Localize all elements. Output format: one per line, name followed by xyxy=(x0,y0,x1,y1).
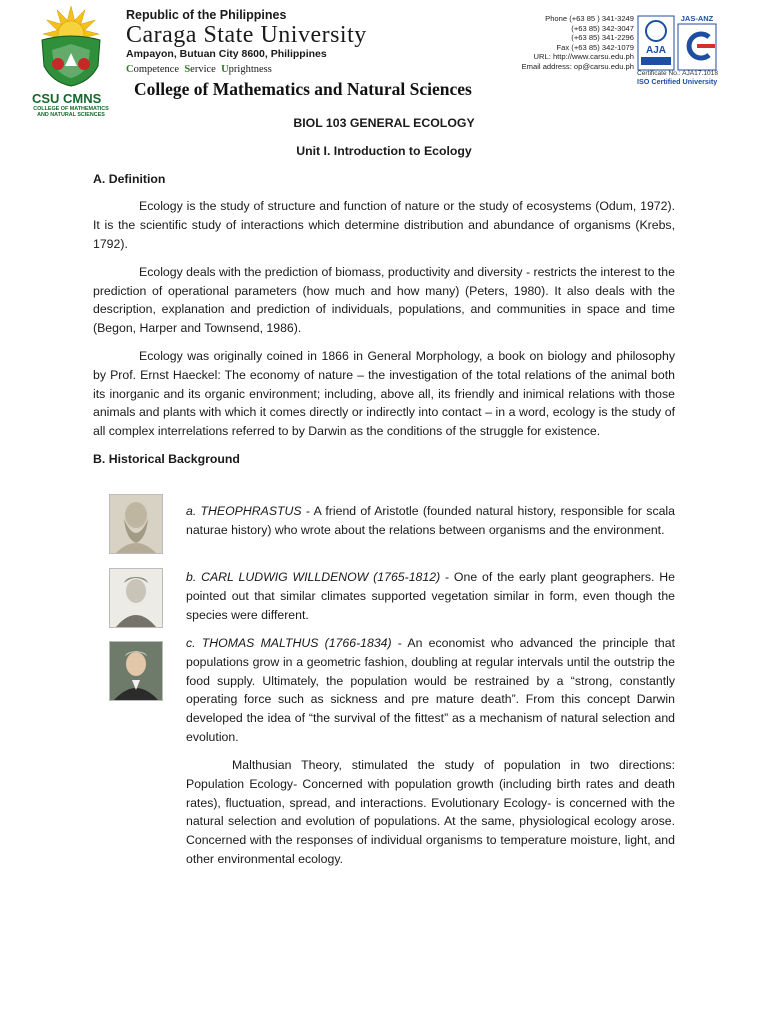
certification-text: Certificate No.: AJA17.1018 ISO Certified University xyxy=(637,70,719,86)
svg-text:JAS-ANZ: JAS-ANZ xyxy=(680,14,714,23)
university-motto: Competence Service Uprightness xyxy=(126,64,272,75)
main-content xyxy=(93,114,675,469)
history-entry-willdenow xyxy=(93,568,675,624)
malthusian-theory-block xyxy=(93,756,675,869)
svg-text:π: π xyxy=(68,56,74,66)
willdenow-portrait xyxy=(109,568,163,628)
theophrastus-text: a. THEOPHRASTUS - A friend of Aristotle (founded natural history, responsible for scala naturae history) who wrote about the relations between organisms and the environment. xyxy=(186,504,675,537)
malthus-text: c. THOMAS MALTHUS (1766-1834) - An economist who advanced the principle that populations grow in a geometric fashion, doubling at regular intervals until the outstrip the food supply. Ultimately, the population would be restrained by a “strong, constantly operating force such as sickness and pre mature death”. From this concept Darwin developed the idea of “the survival of the fittest” as a mechanism of natural selection and evolution. xyxy=(186,636,675,744)
logo-line1: COLLEGE OF MATHEMATICS xyxy=(33,106,109,112)
shield-emblem xyxy=(42,36,100,86)
university-name: Caraga State University xyxy=(126,22,367,48)
college-name: College of Mathematics and Natural Sciences xyxy=(134,79,472,99)
theophrastus-portrait xyxy=(109,494,163,554)
course-title: BIOL 103 GENERAL ECOLOGY xyxy=(293,116,475,130)
malthusian-theory-paragraph: Malthusian Theory, stimulated the study of population in two directions: Population Ecology- Concerned with population growth (including birth rates and death rates), fluctuation, spread, and interactions. Evolutionary Ecology- is concerned with the natural selection and evolution of populations. At the same, physiological ecology arose. Concerned with the responses of individual organisms to temperature moisture, light, and other environmental ecology. xyxy=(186,758,675,866)
aja-badge xyxy=(638,16,674,70)
definition-paragraph-3: Ecology was originally coined in 1866 in General Morphology, a book on biology and philosophy by Prof. Ernst Haeckel: The economy of nature – the investigation of the total relations of the animal both its inorganic and its organic environment; including, above all, its friendly and inimical relations with those animals and plants with which it comes directly or indirectly into contact – in a word, ecology is the study of all complex interrelations referred to by Darwin as the conditions of the struggle for existence. xyxy=(93,348,675,439)
definition-paragraph-2: Ecology deals with the prediction of biomass, productivity and diversity - restricts the interest to the prediction of operational parameters (how much and how many) (Peters, 1980). It also deals with the description, explanation and prediction of individuals, populations, and communities in space and time (Begon, Harper and Townsend, 1986). xyxy=(93,264,675,336)
jas-anz-badge xyxy=(678,14,716,70)
svg-text:AJA: AJA xyxy=(645,45,667,56)
republic-line: Republic of the Philippines xyxy=(126,8,287,22)
willdenow-name: b. CARL LUDWIG WILLDENOW (1765-1812) xyxy=(186,570,441,584)
contact-block: Phone (+63 85 ) 341-3249 (+63 85) 342-3047 (+63 85) 341-2296 Fax (+63 85) 342-1079 URL: http://www.carsu.edu.ph Email address: op@carsu.edu.ph xyxy=(521,14,634,71)
willdenow-text: b. CARL LUDWIG WILLDENOW (1765-1812) - One of the early plant geographers. He pointed out that similar climates supported vegetation similar in form, even though the species were different. xyxy=(186,570,675,622)
university-address: Ampayon, Butuan City 8600, Philippines xyxy=(126,48,327,60)
csu-cmns-logo xyxy=(30,4,112,116)
logo-line2: AND NATURAL SCIENCES xyxy=(37,112,105,116)
malthus-portrait xyxy=(109,641,163,701)
theophrastus-name: a. THEOPHRASTUS xyxy=(186,504,302,518)
logo-cmns-text: CMNS xyxy=(63,91,102,106)
section-a-heading: A. Definition xyxy=(93,171,166,186)
history-entry-theophrastus xyxy=(93,502,675,540)
malthus-name: c. THOMAS MALTHUS (1766-1834) xyxy=(186,636,392,650)
definition-paragraph-1: Ecology is the study of structure and function of nature or the study of ecosystems (Odum, 1972). It is the scientific study of interactions which determine distribution and abundance of organisms (Krebs, 1792). xyxy=(93,199,675,251)
unit-title: Unit I. Introduction to Ecology xyxy=(296,143,472,158)
letterhead-text xyxy=(126,8,526,76)
logo-csu-text: CSU xyxy=(32,91,60,106)
history-entry-malthus xyxy=(93,634,675,747)
section-b-heading: B. Historical Background xyxy=(93,451,240,466)
